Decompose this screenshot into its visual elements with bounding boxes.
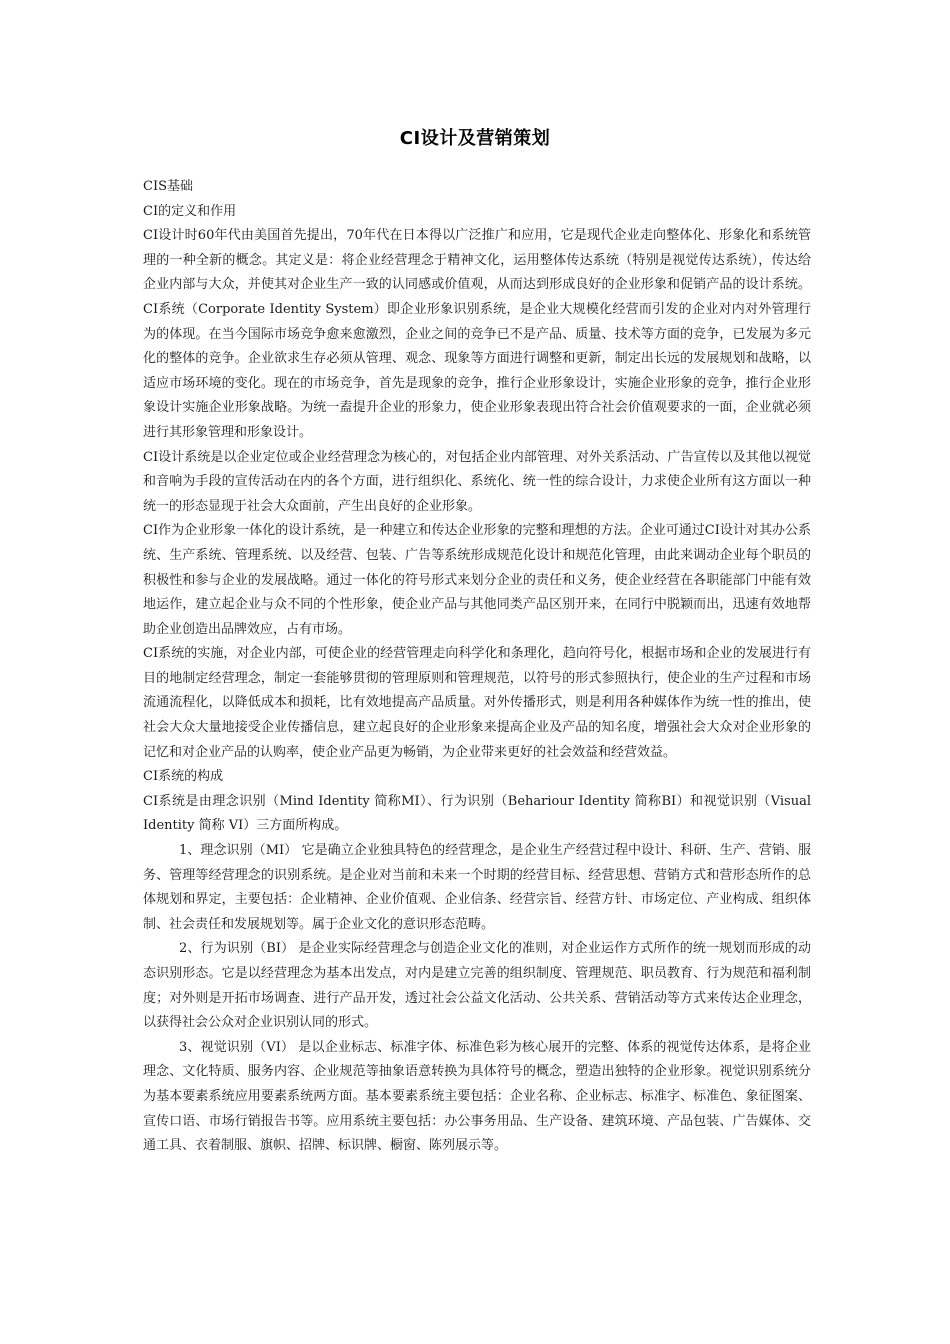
paragraph-ci-design-system: CI设计系统是以企业定位或企业经营理念为核心的，对包括企业内部管理、对外关系活动、广告宣传以及其他以视觉和音响为手段的宣传活动在内的各个方面，进行组织化、系统化、统一性的综合设计，力求使企业所有这方面以一种统一的形态显现于社会大众面前，产生出良好的企业形象。: [143, 449, 811, 514]
paragraph-ci-structure: CI系统是由理念识别（Mind Identity 简称MI）、行为识别（Behariour Identity 简称BI）和视觉识别（Visual Identity 简称 VI）三方面所构成。: [143, 793, 811, 834]
paragraph-mind-identity: 1、理念识别（MI） 它是确立企业独具特色的经营理念，是企业生产经营过程中设计、科研、生产、营销、服务、管理等经营理念的识别系统。是企业对当前和未来一个时期的经营目标、经营思想、营销方式和营形态所作的总体规划和界定，主要包括：企业精神、企业价值观、企业信条、经营宗旨、经营方针、市场定位、产业构成、组织体制、社会责任和发展规划等。属于企业文化的意识形态范畴。: [143, 843, 811, 932]
paragraph-ci-definition: CI设计时60年代由美国首先提出，70年代在日本得以广泛推广和应用，它是现代企业走向整体化、形象化和系统管理的一种全新的概念。其定义是：将企业经营理念于精神文化，运用整体传达系统（特别是视觉传达系统），传达给企业内部与大众，并使其对企业生产一致的认同感或价值观，从而达到形成良好的企业形象和促销产品的设计系统。 CI系统（Corporate Identity System）即企业形象识别系统，是企业大规模化经营而引发的企业对内对外管理行为的体现。在当今国际市场竞争愈来愈激烈，企业之间的竞争已不是产品、质量、技术等方面的竞争，已发展为多元化的整体的竞争。企业欲求生存必须从管理、观念、现象等方面进行调整和更新，制定出长远的发展规划和战略，以适应市场环境的变化。现在的市场竞争，首先是现象的竞争，推行企业形象设计，实施企业形象的竞争，推行企业形象设计实施企业形象战略。为统一盍提升企业的形象力，使企业形象表现出符合社会价值观要求的一面，企业就必须进行其形象管理和形象设计。: [143, 228, 811, 440]
paragraph-ci-integration: CI作为企业形象一体化的设计系统，是一种建立和传达企业形象的完整和理想的方法。企业可通过CI设计对其办公系统、生产系统、管理系统、以及经营、包装、广告等系统形成规范化设计和规范化管理，由此来调动企业每个职员的积极性和参与企业的发展战略。通过一体化的符号形式来划分企业的责任和义务，使企业经营在各职能部门中能有效地运作，建立起企业与众不同的个性形象，使企业产品与其他同类产品区别开来，在同行中脱颖而出，迅速有效地帮助企业创造出品牌效应，占有市场。: [143, 523, 811, 637]
paragraph-behaviour-identity: 2、行为识别（BI） 是企业实际经营理念与创造企业文化的准则，对企业运作方式所作的统一规划而形成的动态识别形态。它是以经营理念为基本出发点，对内是建立完善的组织制度、管理规范、职员教育、行为规范和福利制度；对外则是开拓市场调查、进行产品开发，透过社会公益文化活动、公共关系、营销活动等方式来传达企业理念，以获得社会公众对企业识别认同的形式。: [143, 941, 811, 1031]
document-title: CI设计及营销策划: [399, 128, 551, 149]
section-heading-ci-definition: CI的定义和作用: [143, 203, 237, 219]
section-heading-ci-structure: CI系统的构成: [143, 769, 224, 785]
document-body: [143, 175, 811, 1159]
section-heading-cis-basics: CIS基础: [143, 179, 193, 194]
paragraph-visual-identity: 3、视觉识别（VI） 是以企业标志、标准字体、标准色彩为核心展开的完整、体系的视觉传达体系，是将企业理念、文化特质、服务内容、企业规范等抽象语意转换为具体符号的概念，塑造出独特的企业形象。视觉识别系统分为基本要素系统应用要素系统两方面。基本要素系统主要包括：企业名称、企业标志、标准字、标准色、象征图案、宣传口语、市场行销报告书等。应用系统主要包括：办公事务用品、生产设备、建筑环境、产品包装、广告媒体、交通工具、衣着制服、旗帜、招牌、标识牌、橱窗、陈列展示等。: [143, 1039, 811, 1154]
paragraph-ci-implementation: CI系统的实施，对企业内部，可使企业的经营管理走向科学化和条理化，趋向符号化，根据市场和企业的发展进行有目的地制定经营理念，制定一套能够贯彻的管理原则和管理规范，以符号的形式参照执行，使企业的生产过程和市场流通流程化，以降低成本和损耗，比有效地提高产品质量。对外传播形式，则是利用各种媒体作为统一性的推出，使社会大众大量地接受企业传播信息，建立起良好的企业形象来提高企业及产品的知名度，增强社会大众对企业形象的记忆和对企业产品的认购率，使企业产品更为畅销，为企业带来更好的社会效益和经营效益。: [143, 646, 811, 760]
